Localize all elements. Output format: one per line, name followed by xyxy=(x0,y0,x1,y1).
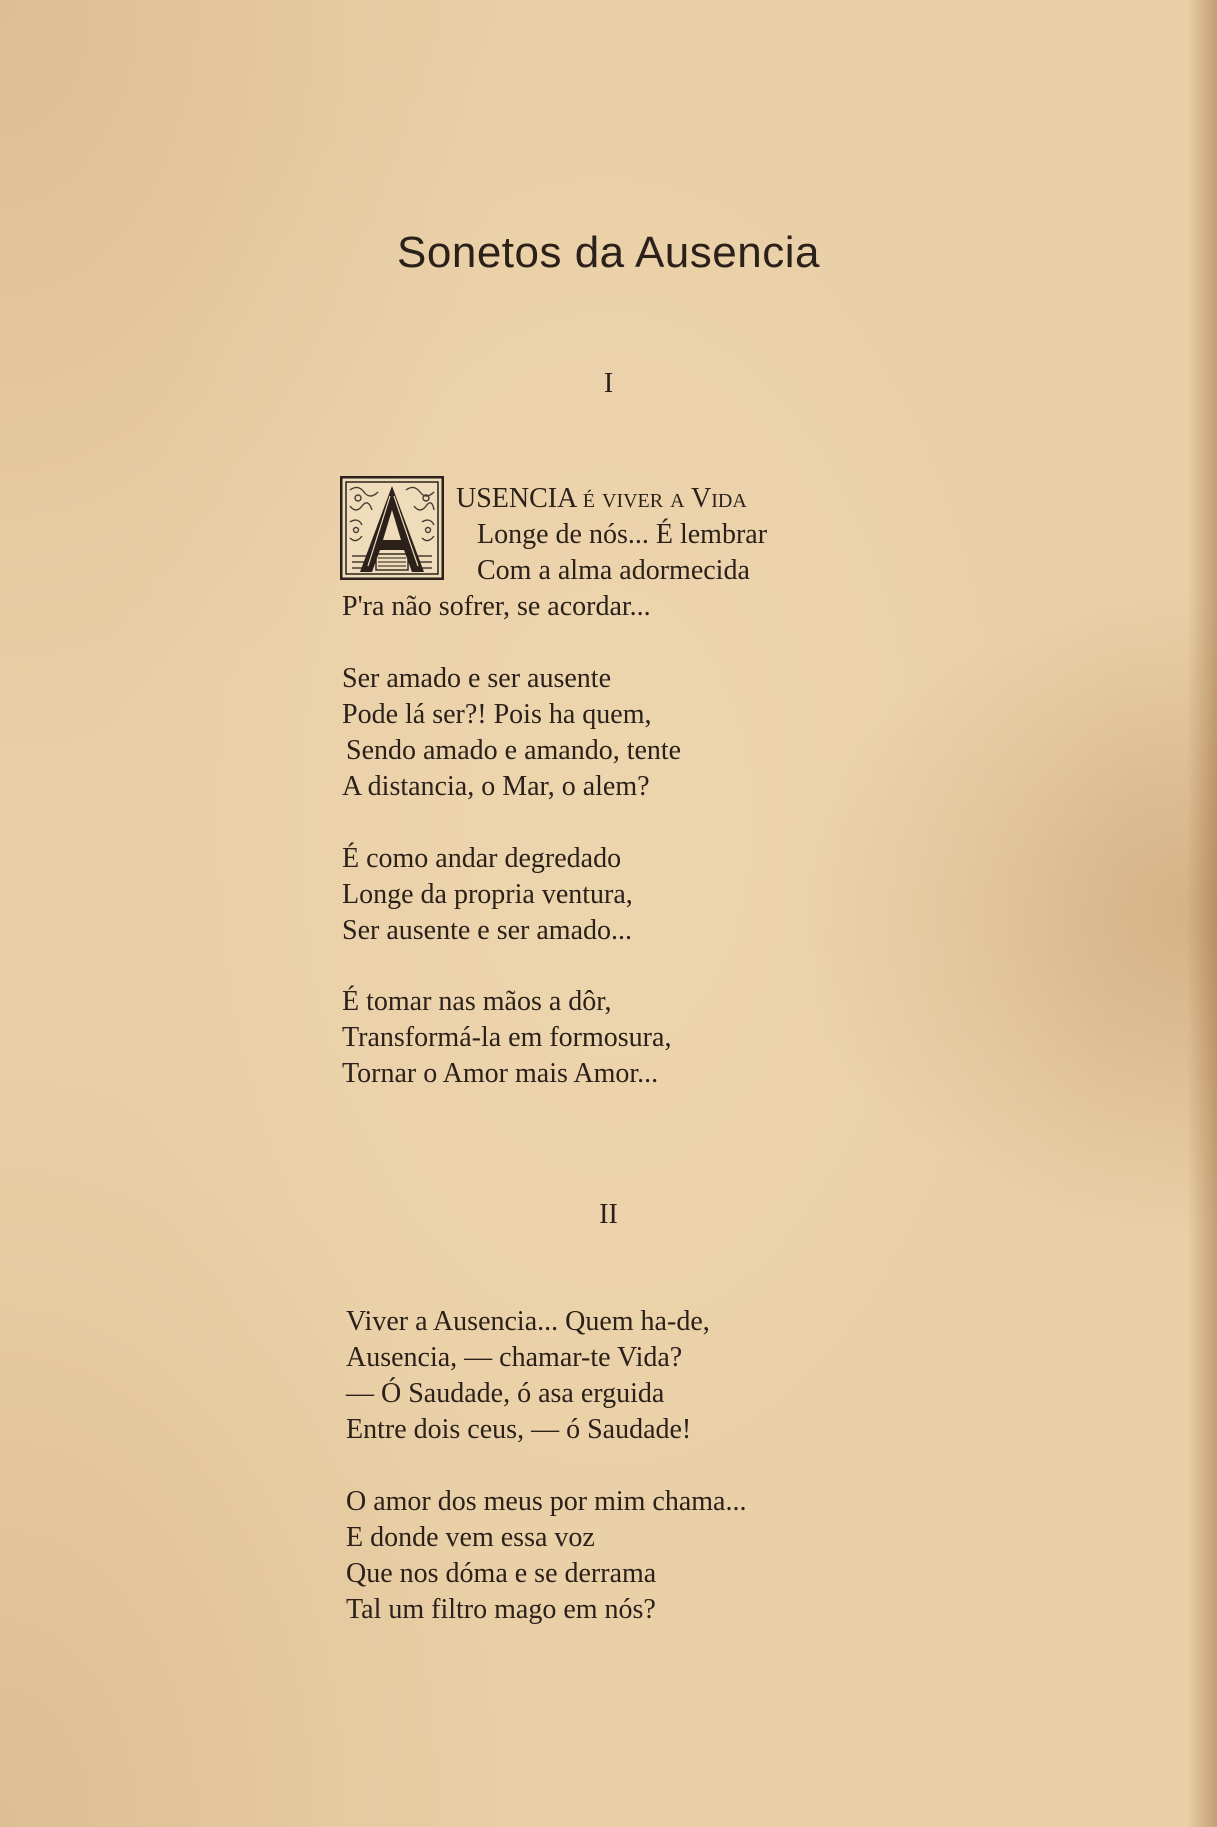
verse-line: A distancia, o Mar, o alem? xyxy=(342,771,650,802)
verse-line: P'ra não sofrer, se acordar... xyxy=(342,591,651,622)
verse-line: Que nos dóma e se derrama xyxy=(346,1558,657,1589)
verse-line: Longe de nós... É lembrar xyxy=(477,519,768,550)
verse-line: — Ó Saudade, ó asa erguida xyxy=(346,1378,665,1409)
verse-line: Tal um filtro mago em nós? xyxy=(346,1594,656,1625)
page-title: Sonetos da Ausencia xyxy=(397,228,820,277)
verse-line: Ser ausente e ser amado... xyxy=(342,915,632,946)
verse-line: Entre dois ceus, — ó Saudade! xyxy=(346,1414,692,1445)
sonnet-numeral-1: I xyxy=(603,368,614,399)
verse-line: Pode lá ser?! Pois ha quem, xyxy=(342,699,652,730)
verse-line: Viver a Ausencia... Quem ha-de, xyxy=(346,1306,710,1337)
verse-line-text: USENCIA é viver a Vida xyxy=(456,483,747,514)
ornamental-drop-cap xyxy=(340,476,444,580)
verse-line: É como andar degredado xyxy=(342,843,622,874)
verse-line xyxy=(456,482,747,516)
verse-line: E donde vem essa voz xyxy=(346,1522,595,1553)
verse-line: Com a alma adormecida xyxy=(477,555,750,586)
verse-line: Sendo amado e amando, tente xyxy=(346,735,682,766)
sonnet-numeral-2: II xyxy=(599,1199,618,1230)
verse-line: Longe da propria ventura, xyxy=(342,879,633,910)
verse-line: Ausencia, — chamar-te Vida? xyxy=(346,1342,683,1373)
verse-line: O amor dos meus por mim chama... xyxy=(346,1486,747,1517)
drop-cap-a-ornament-icon xyxy=(340,476,444,580)
verse-line: É tomar nas mãos a dôr, xyxy=(342,986,612,1017)
verse-line: Tornar o Amor mais Amor... xyxy=(342,1058,659,1089)
verse-line: Ser amado e ser ausente xyxy=(342,663,611,694)
verse-line: Transformá-la em formosura, xyxy=(342,1022,672,1053)
